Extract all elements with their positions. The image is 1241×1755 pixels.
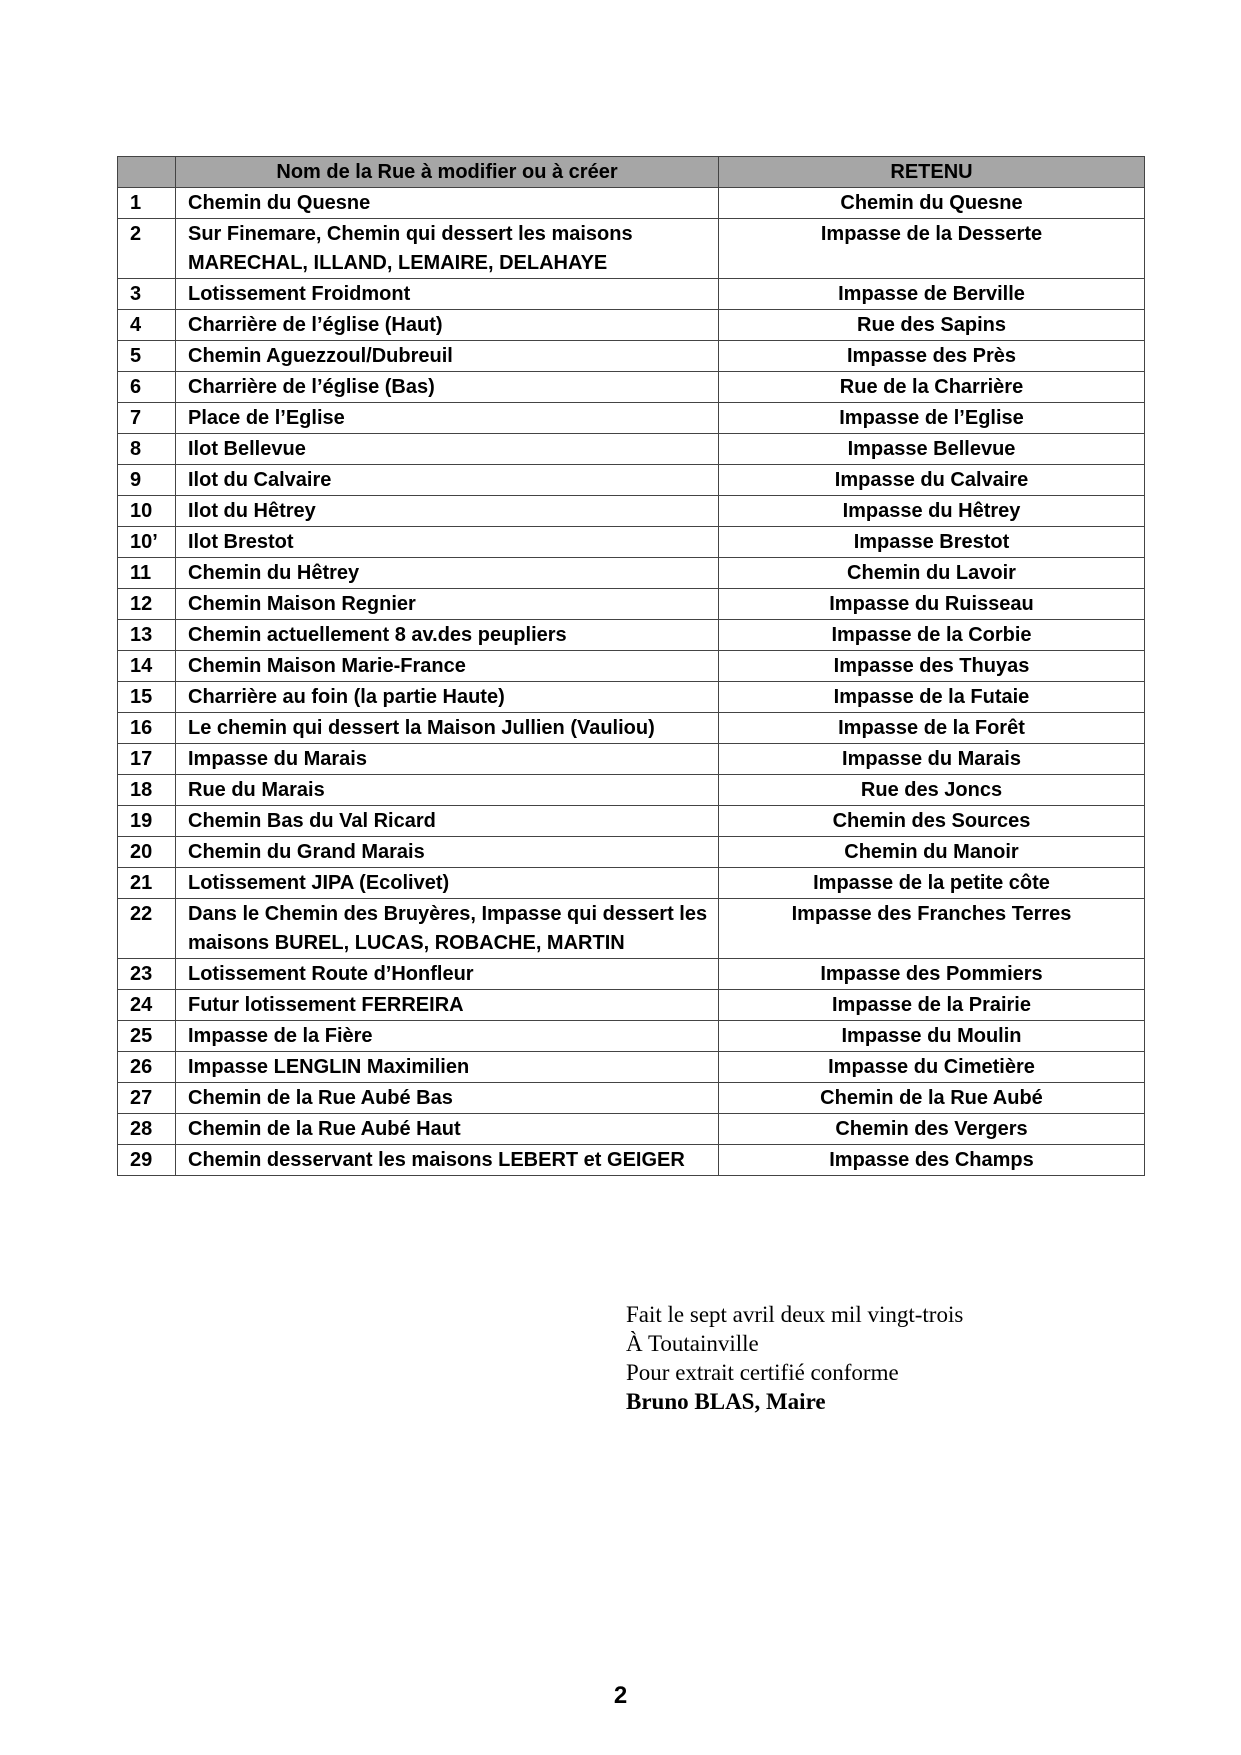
table-row: [118, 959, 1145, 990]
signature-date: Fait le sept avril deux mil vingt-trois: [626, 1302, 964, 1327]
header-number: [118, 157, 176, 188]
old-street-name: Charrière au foin (la partie Haute): [176, 682, 719, 713]
table-row: [118, 837, 1145, 868]
table-row: [118, 899, 1145, 959]
table-row: [118, 744, 1145, 775]
retained-street-name: Rue des Sapins: [719, 310, 1145, 341]
table-row: [118, 1114, 1145, 1145]
row-number: 9: [118, 465, 176, 496]
table-row: [118, 1083, 1145, 1114]
row-number: 17: [118, 744, 176, 775]
retained-street-name: Impasse du Cimetière: [719, 1052, 1145, 1083]
old-street-name: Chemin desservant les maisons LEBERT et GEIGER: [176, 1145, 719, 1176]
retained-street-name: Impasse du Marais: [719, 744, 1145, 775]
row-number: 26: [118, 1052, 176, 1083]
row-number: 3: [118, 279, 176, 310]
row-number: 4: [118, 310, 176, 341]
table-row: [118, 403, 1145, 434]
street-renaming-table: [117, 156, 1145, 1176]
signature-block: [626, 1300, 963, 1416]
retained-street-name: Impasse des Thuyas: [719, 651, 1145, 682]
row-number: 18: [118, 775, 176, 806]
table-row: [118, 1145, 1145, 1176]
retained-street-name: Impasse du Calvaire: [719, 465, 1145, 496]
row-number: 25: [118, 1021, 176, 1052]
row-number: 7: [118, 403, 176, 434]
retained-street-name: Chemin du Quesne: [719, 188, 1145, 219]
table-row: [118, 990, 1145, 1021]
row-number: 22: [118, 899, 176, 959]
row-number: 23: [118, 959, 176, 990]
row-number: 15: [118, 682, 176, 713]
table-row: [118, 713, 1145, 744]
retained-street-name: Impasse des Franches Terres: [719, 899, 1145, 959]
table-row: [118, 775, 1145, 806]
old-street-name: Lotissement JIPA (Ecolivet): [176, 868, 719, 899]
retained-street-name: Rue des Joncs: [719, 775, 1145, 806]
signature-name: Bruno BLAS, Maire: [626, 1389, 826, 1414]
old-street-name: Impasse LENGLIN Maximilien: [176, 1052, 719, 1083]
old-street-name: Rue du Marais: [176, 775, 719, 806]
old-street-name: Ilot Brestot: [176, 527, 719, 558]
table-row: [118, 806, 1145, 837]
old-street-name: Chemin du Grand Marais: [176, 837, 719, 868]
table-row: [118, 651, 1145, 682]
row-number: 10: [118, 496, 176, 527]
row-number: 5: [118, 341, 176, 372]
retained-street-name: Rue de la Charrière: [719, 372, 1145, 403]
retained-street-name: Impasse de la Futaie: [719, 682, 1145, 713]
row-number: 24: [118, 990, 176, 1021]
old-street-name: Impasse du Marais: [176, 744, 719, 775]
old-street-name: Ilot du Hêtrey: [176, 496, 719, 527]
old-street-name: Ilot du Calvaire: [176, 465, 719, 496]
row-number: 20: [118, 837, 176, 868]
old-street-name: Chemin Bas du Val Ricard: [176, 806, 719, 837]
row-number: 2: [118, 219, 176, 279]
table-body: [118, 188, 1145, 1176]
table-row: [118, 310, 1145, 341]
table-row: [118, 868, 1145, 899]
old-street-name: Chemin actuellement 8 av.des peupliers: [176, 620, 719, 651]
retained-street-name: Impasse du Ruisseau: [719, 589, 1145, 620]
old-street-name: Lotissement Froidmont: [176, 279, 719, 310]
old-street-name: Le chemin qui dessert la Maison Jullien (Vauliou): [176, 713, 719, 744]
retained-street-name: Chemin des Vergers: [719, 1114, 1145, 1145]
row-number: 19: [118, 806, 176, 837]
old-street-name: Lotissement Route d’Honfleur: [176, 959, 719, 990]
old-street-name: Ilot Bellevue: [176, 434, 719, 465]
row-number: 28: [118, 1114, 176, 1145]
old-street-name: Impasse de la Fière: [176, 1021, 719, 1052]
table-row: [118, 279, 1145, 310]
table-row: [118, 1021, 1145, 1052]
table-row: [118, 219, 1145, 279]
signature-place: À Toutainville: [626, 1331, 759, 1356]
table-row: [118, 372, 1145, 403]
old-street-name: Charrière de l’église (Bas): [176, 372, 719, 403]
old-street-name: Sur Finemare, Chemin qui dessert les maisons MARECHAL, ILLAND, LEMAIRE, DELAHAYE: [176, 219, 719, 279]
retained-street-name: Impasse Brestot: [719, 527, 1145, 558]
row-number: 27: [118, 1083, 176, 1114]
row-number: 13: [118, 620, 176, 651]
old-street-name: Charrière de l’église (Haut): [176, 310, 719, 341]
row-number: 6: [118, 372, 176, 403]
table-header-row: [118, 157, 1145, 188]
retained-street-name: Chemin des Sources: [719, 806, 1145, 837]
row-number: 8: [118, 434, 176, 465]
row-number: 21: [118, 868, 176, 899]
retained-street-name: Impasse de la petite côte: [719, 868, 1145, 899]
old-street-name: Chemin du Hêtrey: [176, 558, 719, 589]
retained-street-name: Chemin du Lavoir: [719, 558, 1145, 589]
retained-street-name: Impasse des Pommiers: [719, 959, 1145, 990]
page-number: 2: [613, 1682, 628, 1709]
table-row: [118, 589, 1145, 620]
row-number: 14: [118, 651, 176, 682]
table-row: [118, 558, 1145, 589]
retained-street-name: Impasse de la Desserte: [719, 219, 1145, 279]
old-street-name: Chemin Aguezzoul/Dubreuil: [176, 341, 719, 372]
retained-street-name: Impasse de la Prairie: [719, 990, 1145, 1021]
retained-street-name: Impasse du Moulin: [719, 1021, 1145, 1052]
retained-street-name: Impasse Bellevue: [719, 434, 1145, 465]
row-number: 11: [118, 558, 176, 589]
old-street-name: Chemin Maison Marie-France: [176, 651, 719, 682]
retained-street-name: Impasse de Berville: [719, 279, 1145, 310]
header-retained: RETENU: [719, 157, 1145, 188]
signature-certification: Pour extrait certifié conforme: [626, 1360, 899, 1385]
old-street-name: Chemin du Quesne: [176, 188, 719, 219]
retained-street-name: Chemin de la Rue Aubé: [719, 1083, 1145, 1114]
row-number: 16: [118, 713, 176, 744]
retained-street-name: Impasse du Hêtrey: [719, 496, 1145, 527]
table-row: [118, 1052, 1145, 1083]
table-row: [118, 682, 1145, 713]
header-street-name: Nom de la Rue à modifier ou à créer: [176, 157, 719, 188]
retained-street-name: Impasse de la Forêt: [719, 713, 1145, 744]
old-street-name: Chemin de la Rue Aubé Haut: [176, 1114, 719, 1145]
old-street-name: Chemin de la Rue Aubé Bas: [176, 1083, 719, 1114]
table-row: [118, 188, 1145, 219]
row-number: 29: [118, 1145, 176, 1176]
row-number: 1: [118, 188, 176, 219]
table-row: [118, 434, 1145, 465]
table-row: [118, 496, 1145, 527]
old-street-name: Chemin Maison Regnier: [176, 589, 719, 620]
row-number: 12: [118, 589, 176, 620]
retained-street-name: Impasse de la Corbie: [719, 620, 1145, 651]
retained-street-name: Impasse des Près: [719, 341, 1145, 372]
table-row: [118, 465, 1145, 496]
old-street-name: Futur lotissement FERREIRA: [176, 990, 719, 1021]
retained-street-name: Chemin du Manoir: [719, 837, 1145, 868]
retained-street-name: Impasse des Champs: [719, 1145, 1145, 1176]
row-number: 10’: [118, 527, 176, 558]
table-row: [118, 527, 1145, 558]
old-street-name: Dans le Chemin des Bruyères, Impasse qui dessert les maisons BUREL, LUCAS, ROBACHE, MARTIN: [176, 899, 719, 959]
table-row: [118, 620, 1145, 651]
old-street-name: Place de l’Eglise: [176, 403, 719, 434]
table-row: [118, 341, 1145, 372]
retained-street-name: Impasse de l’Eglise: [719, 403, 1145, 434]
